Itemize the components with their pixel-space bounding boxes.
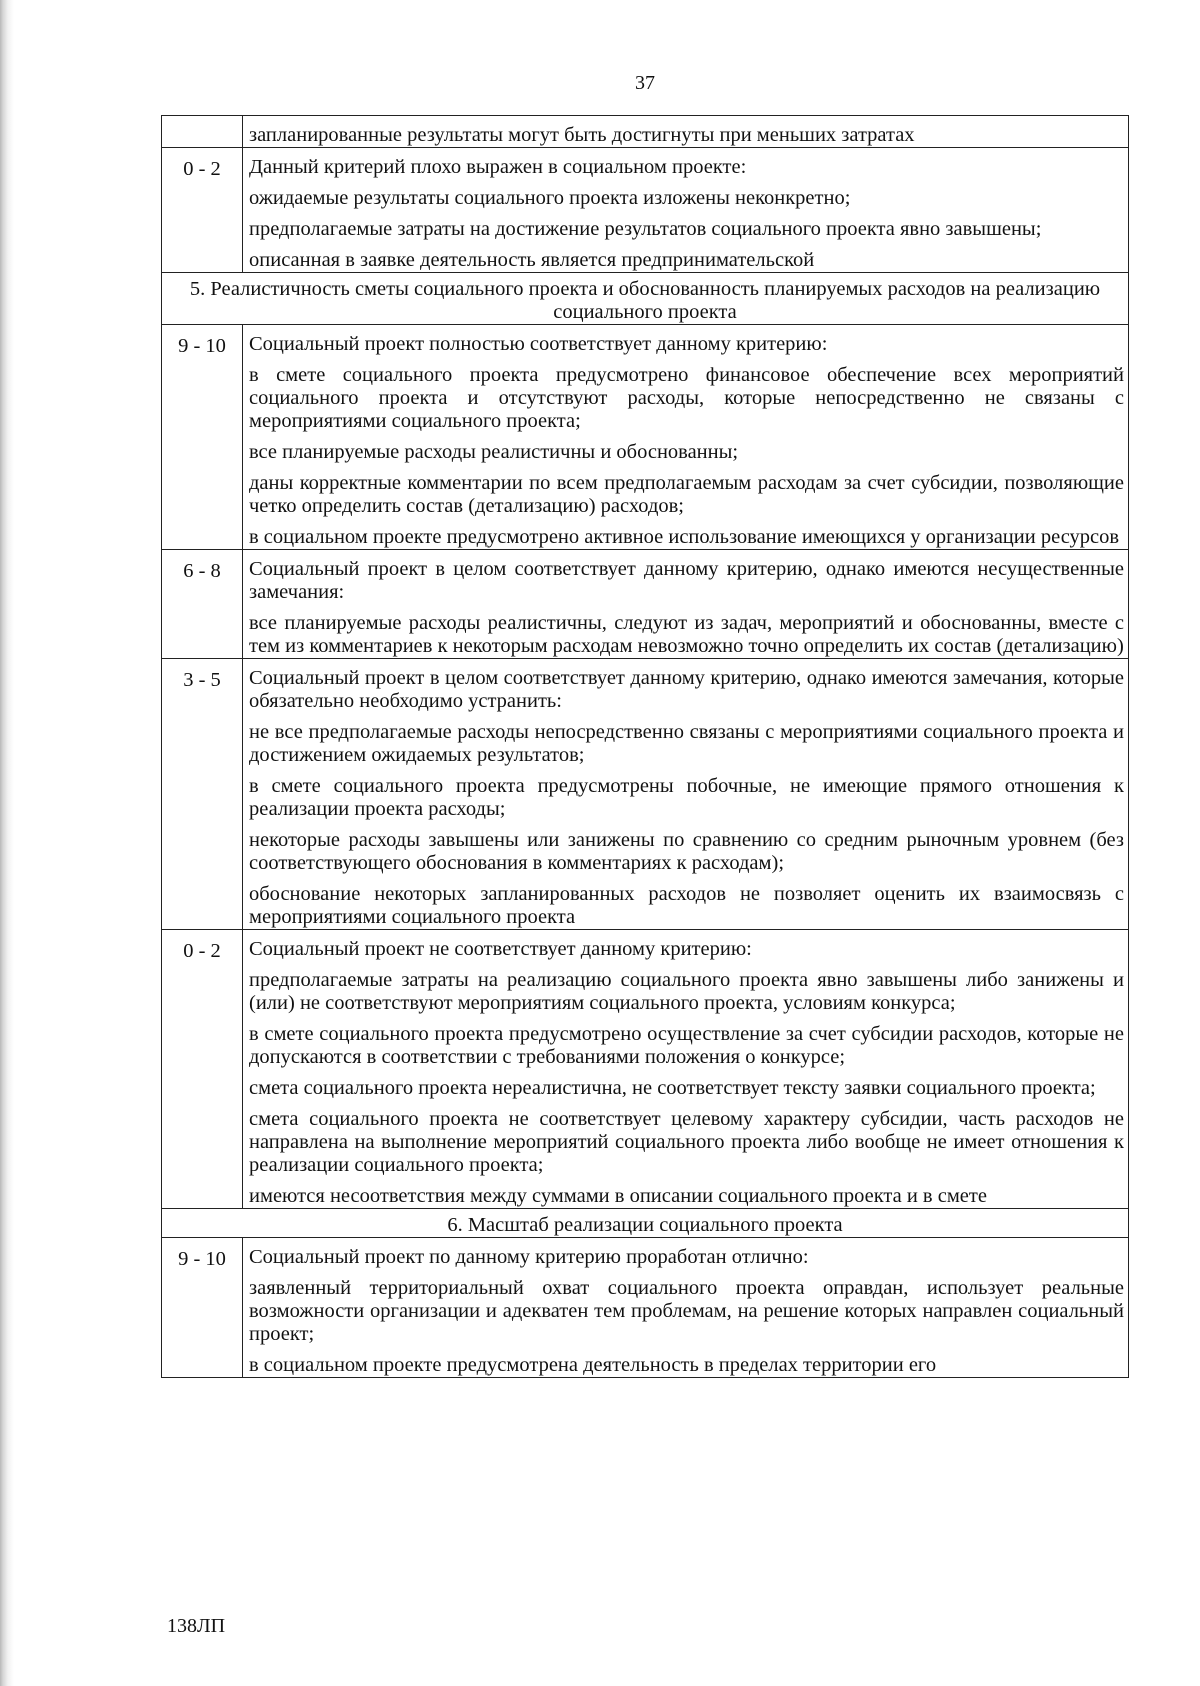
criteria-row xyxy=(162,116,1129,148)
criteria-line: смета социального проекта не соответствует целевому характеру субсидии, часть расходов не направлена на выполнение мероприятий социального проекта либо вообще не имеет отношения к реализации социального проекта; xyxy=(249,1108,1124,1176)
criteria-line: Данный критерий плохо выражен в социальном проекте: xyxy=(249,156,747,178)
score-range xyxy=(162,116,243,148)
criteria-row xyxy=(162,148,1129,273)
criteria-row xyxy=(162,550,1129,659)
score-range: 9 - 10 xyxy=(162,1238,243,1378)
criteria-description xyxy=(243,148,1129,273)
criteria-line: не все предполагаемые расходы непосредственно связаны с мероприятиями социального проекта и достижением ожидаемых результатов; xyxy=(249,721,1124,766)
criteria-description xyxy=(243,116,1129,148)
section-title: 6. Масштаб реализации социального проекта xyxy=(162,1209,1129,1238)
criteria-line: заявленный территориальный охват социального проекта оправдан, использует реальные возможности организации и адекватен тем проблемам, на решение которых направлен социальный проект; xyxy=(249,1277,1124,1345)
criteria-line: обоснование некоторых запланированных расходов не позволяет оценить их взаимосвязь с мероприятиями социального проекта xyxy=(249,883,1124,928)
criteria-line: в социальном проекте предусмотрена деятельность в пределах территории его xyxy=(249,1354,937,1376)
criteria-line: некоторые расходы завышены или занижены по сравнению со средним рыночным уровнем (без соответствующего обоснования в комментариях к расходам); xyxy=(249,829,1124,874)
criteria-line: предполагаемые затраты на реализацию социального проекта явно завышены либо занижены и (или) не соответствуют мероприятиям социального проекта, условиям конкурса; xyxy=(249,969,1124,1014)
score-range: 0 - 2 xyxy=(162,930,243,1209)
section-header-row xyxy=(162,1209,1129,1238)
score-range: 0 - 2 xyxy=(162,148,243,273)
criteria-description xyxy=(243,930,1129,1209)
section-header-row xyxy=(162,273,1129,325)
criteria-line: запланированные результаты могут быть достигнуты при меньших затратах xyxy=(249,124,915,146)
criteria-description xyxy=(243,325,1129,550)
criteria-line: Социальный проект в целом соответствует данному критерию, однако имеются замечания, которые обязательно необходимо устранить: xyxy=(249,667,1124,712)
criteria-line: в смете социального проекта предусмотрены побочные, не имеющие прямого отношения к реализации проекта расходы; xyxy=(249,775,1124,820)
score-range: 3 - 5 xyxy=(162,659,243,930)
criteria-row xyxy=(162,325,1129,550)
criteria-row xyxy=(162,930,1129,1209)
criteria-line: имеются несоответствия между суммами в описании социального проекта и в смете xyxy=(249,1185,987,1207)
score-range: 6 - 8 xyxy=(162,550,243,659)
criteria-line: предполагаемые затраты на достижение результатов социального проекта явно завышены; xyxy=(249,218,1042,240)
criteria-line: ожидаемые результаты социального проекта изложены неконкретно; xyxy=(249,187,851,209)
criteria-description xyxy=(243,1238,1129,1378)
criteria-table-body xyxy=(162,116,1129,1378)
criteria-row xyxy=(162,1238,1129,1378)
criteria-line: в смете социального проекта предусмотрено финансовое обеспечение всех мероприятий социального проекта и отсутствуют расходы, которые непосредственно не связаны с мероприятиями социального проекта; xyxy=(249,364,1124,432)
criteria-line: описанная в заявке деятельность является предпринимательской xyxy=(249,249,815,271)
criteria-line: смета социального проекта нереалистична, не соответствует тексту заявки социального проекта; xyxy=(249,1077,1096,1099)
criteria-row xyxy=(162,659,1129,930)
criteria-description xyxy=(243,659,1129,930)
document-footer-code: 138ЛП xyxy=(167,1615,226,1637)
criteria-line: даны корректные комментарии по всем предполагаемым расходам за счет субсидии, позволяющие четко определить состав (детализацию) расходов; xyxy=(249,472,1124,517)
score-range: 9 - 10 xyxy=(162,325,243,550)
criteria-line: Социальный проект в целом соответствует данному критерию, однако имеются несущественные замечания: xyxy=(249,558,1124,603)
section-title: 5. Реалистичность сметы социального проекта и обоснованность планируемых расходов на реализацию социального проекта xyxy=(162,273,1129,325)
criteria-line: все планируемые расходы реалистичны и обоснованны; xyxy=(249,441,739,463)
criteria-line: все планируемые расходы реалистичны, следуют из задач, мероприятий и обоснованны, вместе с тем из комментариев к некоторым расходам невозможно точно определить их состав (детализацию) xyxy=(249,612,1124,657)
criteria-line: Социальный проект по данному критерию проработан отлично: xyxy=(249,1246,809,1268)
criteria-line: в смете социального проекта предусмотрено осуществление за счет субсидии расходов, которые не допускаются в соответствии с требованиями положения о конкурсе; xyxy=(249,1023,1124,1068)
criteria-description xyxy=(243,550,1129,659)
page-number: 37 xyxy=(635,72,655,94)
criteria-line: Социальный проект полностью соответствует данному критерию: xyxy=(249,333,828,355)
criteria-line: в социальном проекте предусмотрено активное использование имеющихся у организации ресурсов xyxy=(249,526,1120,548)
criteria-line: Социальный проект не соответствует данному критерию: xyxy=(249,938,752,960)
scan-edge-shadow xyxy=(0,0,14,1686)
criteria-table xyxy=(161,115,1129,1378)
